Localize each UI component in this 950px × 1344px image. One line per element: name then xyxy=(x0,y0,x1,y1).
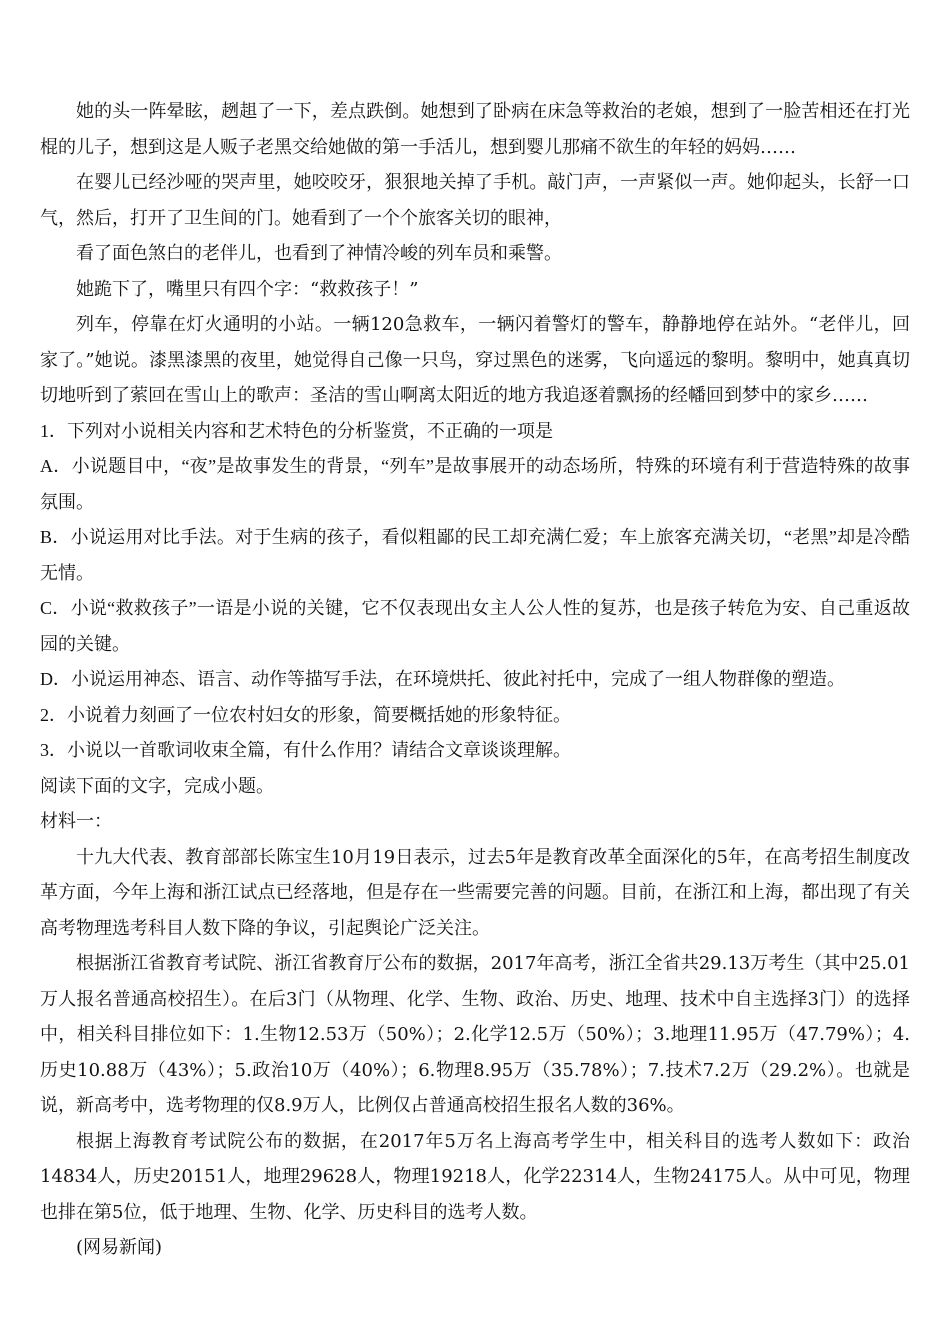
question-number: 2． xyxy=(40,704,67,725)
option-text: 小说题目中，“夜”是故事发生的背景，“列车”是故事展开的动态场所，特殊的环境有利于营造特殊的故事氛围。 xyxy=(40,456,911,512)
question-text: 小说以一首歌词收束全篇，有什么作用？请结合文章谈谈理解。 xyxy=(67,740,571,760)
question-1-option-a xyxy=(40,449,910,520)
question-1-stem xyxy=(40,414,910,450)
question-1-option-b xyxy=(40,520,910,591)
passage-paragraph: 她跪下了，嘴里只有四个字：“救救孩子！” xyxy=(76,278,419,300)
question-text: 下列对小说相关内容和艺术特色的分析鉴赏，不正确的一项是 xyxy=(67,420,553,441)
question-number: 3． xyxy=(40,740,67,760)
material-paragraph: 根据上海教育考试院公布的数据，在2017年5万名上海高考学生中，相关科目的选考人数如下：政治14834人，历史20151人，地理29628人，物理19218人，化学22314人，生物24175人。从中可见，物理也排在第5位，低于地理、生物、化学、历史科目的选考人数。 xyxy=(40,1130,910,1223)
question-1-option-c xyxy=(40,591,910,662)
material-one-label: 材料一： xyxy=(40,811,112,831)
question-1-option-d xyxy=(40,662,910,698)
question-3-stem xyxy=(40,733,910,769)
option-label: C． xyxy=(40,598,71,618)
material-paragraph: 十九大代表、教育部部长陈宝生10月19日表示，过去5年是教育改革全面深化的5年，在高考招生制度改革方面，今年上海和浙江试点已经落地，但是存在一些需要完善的问题。目前，在浙江和上海，都出现了有关高考物理选考科目人数下降的争议，引起舆论广泛关注。 xyxy=(40,846,910,939)
source-citation: (网易新闻) xyxy=(76,1237,163,1258)
option-label: D． xyxy=(40,669,71,689)
option-text: 小说运用对比手法。对于生病的孩子，看似粗鄙的民工却充满仁爱；车上旅客充满关切，“老黑”却是冷酷无情。 xyxy=(40,527,910,583)
passage-paragraph: 看了面色煞白的老伴儿，也看到了神情冷峻的列车员和乘警。 xyxy=(76,243,562,264)
option-label: B． xyxy=(40,527,71,547)
option-text: 小说“救救孩子”一语是小说的关键，它不仅表现出女主人公人性的复苏，也是孩子转危为安、自己重返故园的关键。 xyxy=(40,598,910,654)
option-text: 小说运用神态、语言、动作等描写手法，在环境烘托、彼此衬托中，完成了一组人物群像的塑造。 xyxy=(71,669,845,689)
passage-paragraph: 她的头一阵晕眩，趔趄了一下，差点跌倒。她想到了卧病在床急等救治的老娘，想到了一脸苦相还在打光棍的儿子，想到这是人贩子老黑交给她做的第一手活儿，想到婴儿那痛不欲生的年轻的妈妈…… xyxy=(40,101,910,158)
question-text: 小说着力刻画了一位农村妇女的形象，简要概括她的形象特征。 xyxy=(67,704,571,725)
passage-paragraph: 列车，停靠在灯火通明的小站。一辆120急救车，一辆闪着警灯的警车，静静地停在站外。“老伴儿，回家了。”她说。漆黑漆黑的夜里，她觉得自己像一只鸟，穿过黑色的迷雾，飞向遥远的黎明。黎明中，她真真切切地听到了萦回在雪山上的歌声：圣洁的雪山啊离太阳近的地方我追逐着飘扬的经幡回到梦中的家乡…… xyxy=(40,314,910,406)
question-2-stem xyxy=(40,698,910,734)
passage-paragraph: 在婴儿已经沙哑的哭声里，她咬咬牙，狠狠地关掉了手机。敲门声，一声紧似一声。她仰起头，长舒一口气，然后，打开了卫生间的门。她看到了一个个旅客关切的眼神， xyxy=(40,172,910,229)
reading-instruction: 阅读下面的文字，完成小题。 xyxy=(40,775,274,796)
material-paragraph: 根据浙江省教育考试院、浙江省教育厅公布的数据，2017年高考，浙江全省共29.13万考生（其中25.01万人报名普通高校招生）。在后3门（从物理、化学、生物、政治、历史、地理、技术中自主选择3门）的选择中，相关科目排位如下：1.生物12.53万（50%）；2.化学12.5万（50%）；3.地理11.95万（47.79%）；4.历史10.88万（43%）；5.政治10万（40%）；6.物理8.95万（35.78%）；7.技术7.2万（29.2%）。也就是说，新高考中，选考物理的仅8.9万人，比例仅占普通高校招生报名人数的36%。 xyxy=(40,953,910,1116)
question-number: 1． xyxy=(40,420,67,441)
option-label: A． xyxy=(40,456,72,476)
